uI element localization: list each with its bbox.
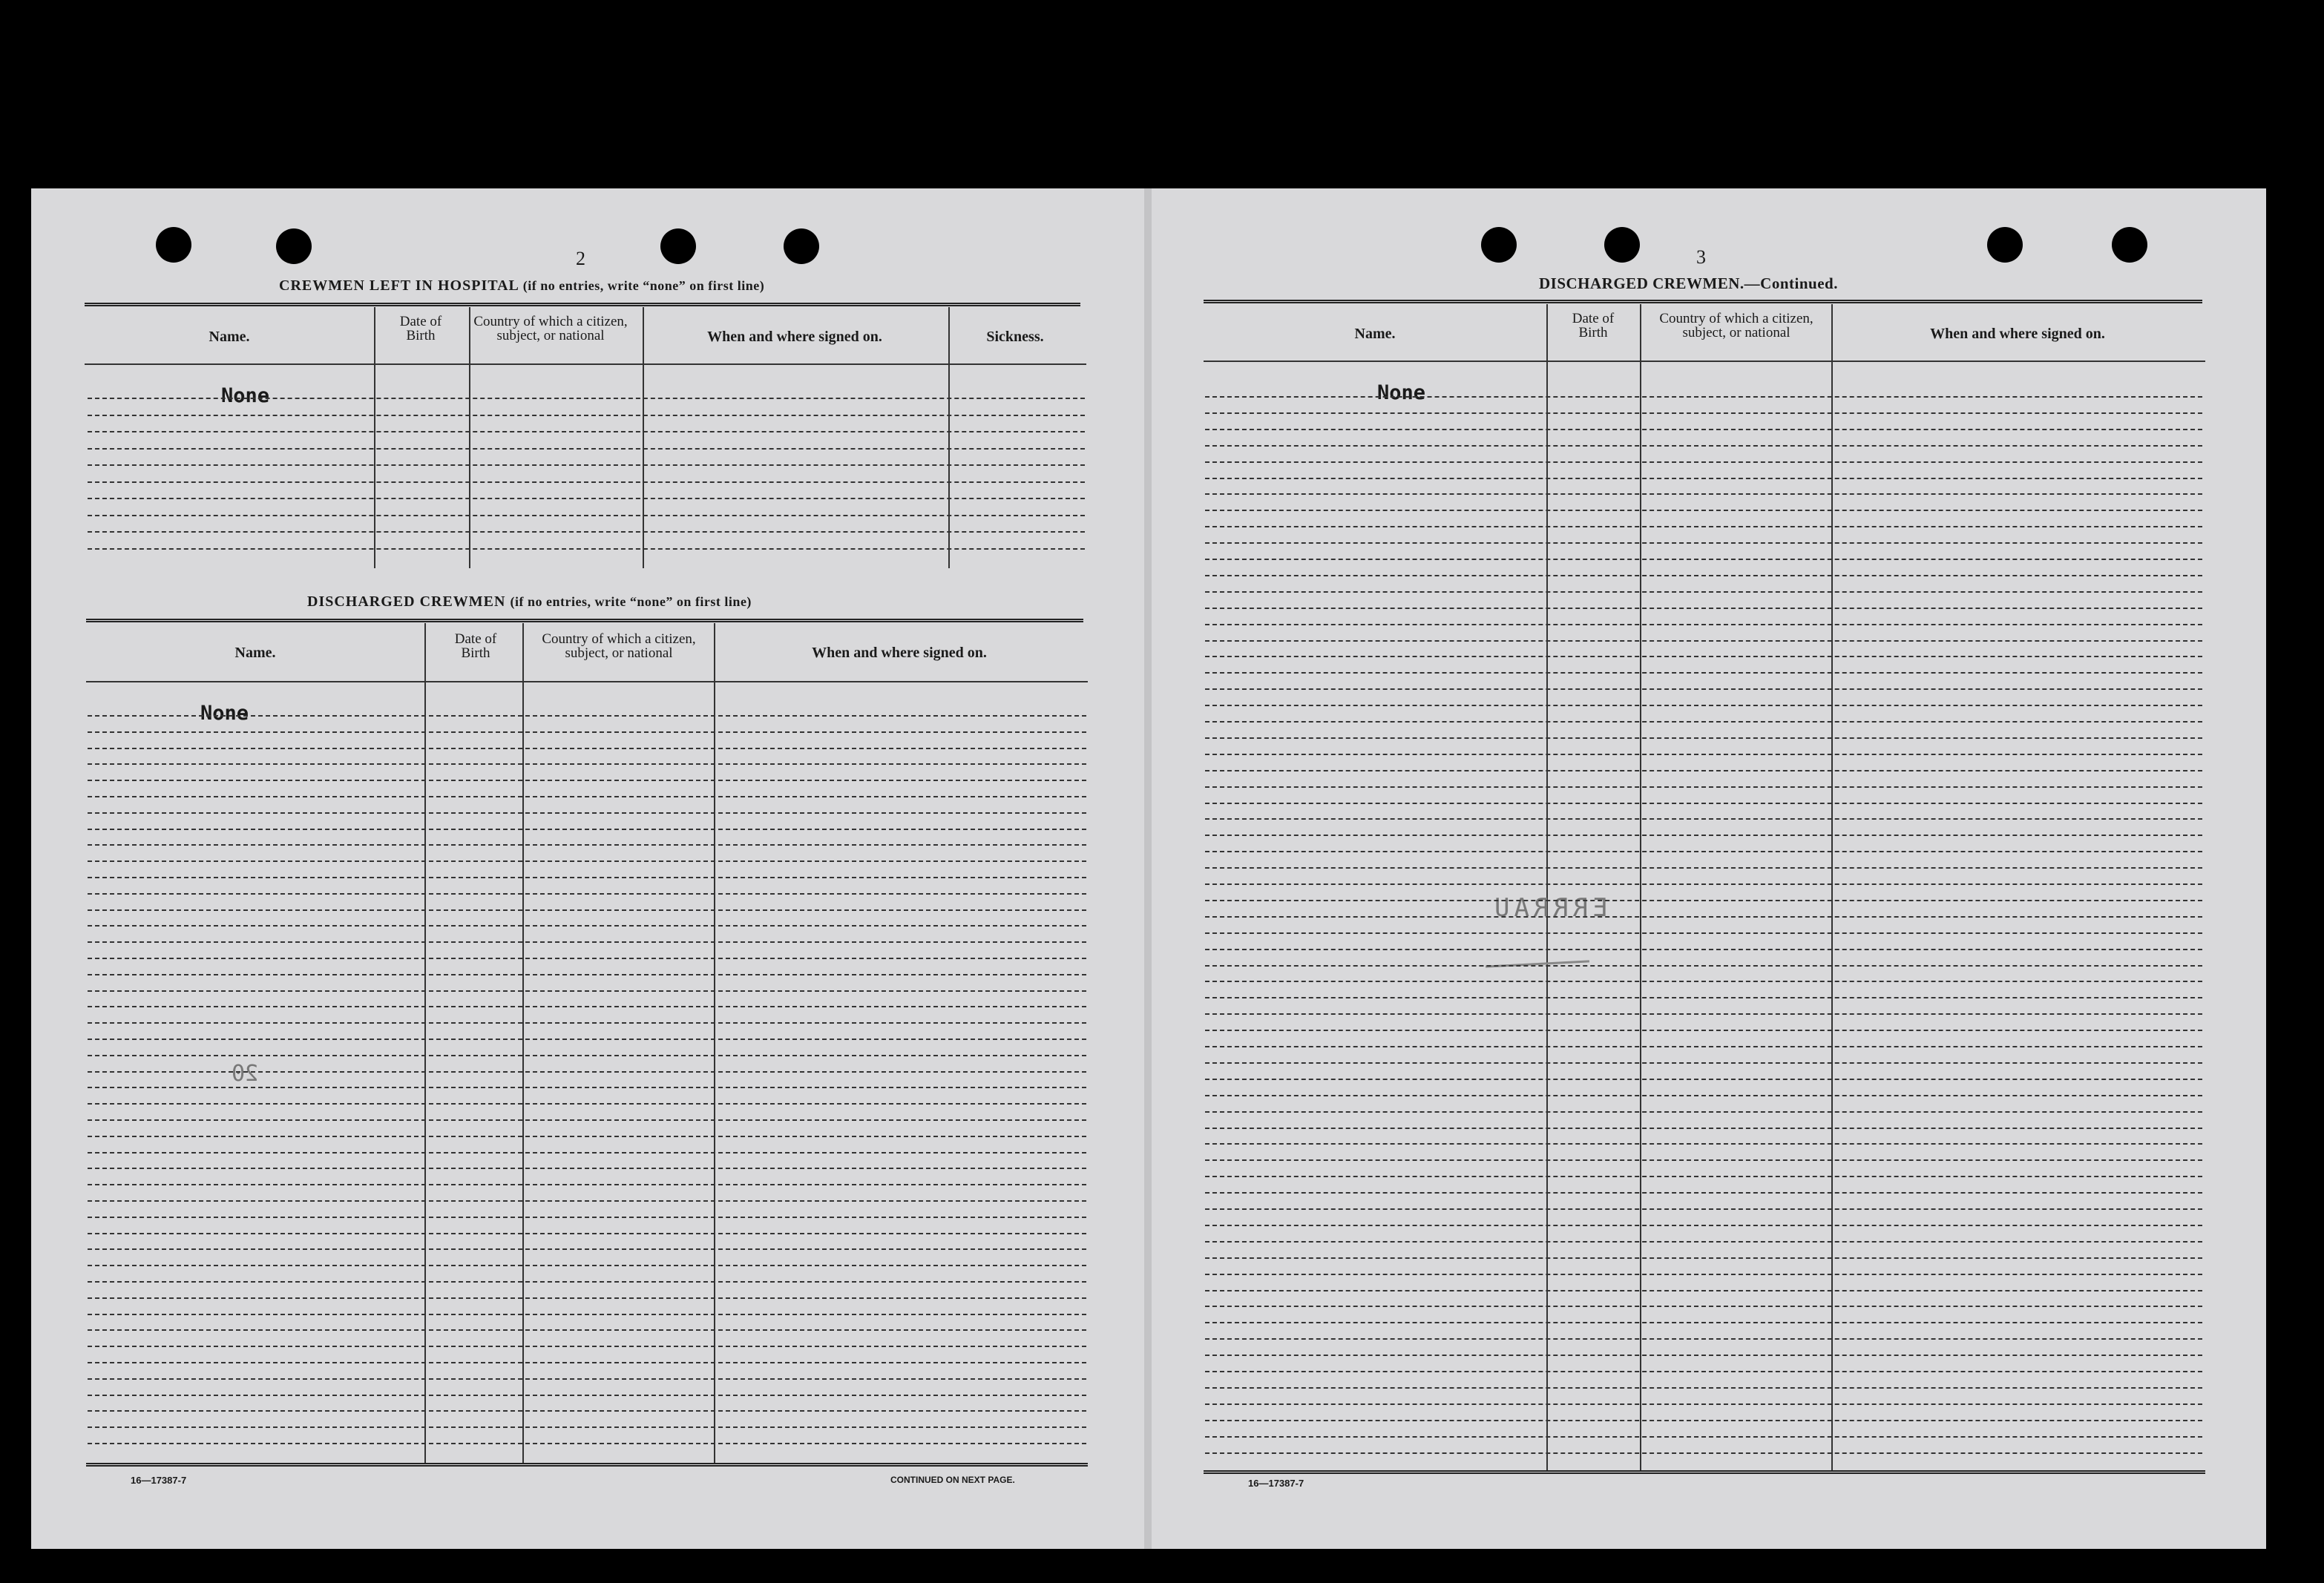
entry-line <box>1205 1095 2202 1096</box>
entry-line <box>1205 1241 2202 1243</box>
page-number: 3 <box>1696 246 1706 268</box>
entry-line <box>88 1378 1086 1380</box>
continued-section-title: DISCHARGED CREWMEN.—Continued. <box>1539 274 1838 292</box>
binder-hole <box>1987 227 2023 263</box>
entry-line <box>88 1119 1086 1121</box>
binder-hole <box>276 228 312 264</box>
page-fold <box>1144 188 1152 1549</box>
entry-line <box>88 1087 1086 1088</box>
entry-line <box>1205 1143 2202 1145</box>
entry-line <box>88 925 1086 927</box>
col-header-country: Country of which a citizen, subject, or national <box>1659 311 1813 340</box>
entry-line <box>88 431 1085 432</box>
entry-line <box>88 1006 1086 1007</box>
entry-line <box>1205 803 2202 804</box>
col-header-sickness: Sickness. <box>986 329 1044 345</box>
binder-hole <box>156 227 191 263</box>
entry-line <box>1205 867 2202 869</box>
column-divider <box>424 623 426 1464</box>
entry-line <box>1205 1128 2202 1129</box>
hospital-section-title <box>279 277 764 294</box>
table-top-rule <box>1204 300 2202 303</box>
entry-line <box>88 893 1086 895</box>
column-divider <box>522 623 524 1464</box>
col-header-date-of-birth: Date of Birth <box>454 631 497 661</box>
entry-line <box>1205 640 2202 642</box>
entry-line <box>1205 965 2202 967</box>
entry-line <box>88 1152 1086 1153</box>
header-underline <box>1204 361 2205 362</box>
entry-line <box>1205 1355 2202 1356</box>
entry-line <box>1205 656 2202 657</box>
entry-line <box>88 860 1086 862</box>
col-header-date-of-birth: Date of Birth <box>1572 311 1615 340</box>
entry-line <box>1205 591 2202 593</box>
entry-line <box>88 1410 1086 1412</box>
binder-hole <box>660 228 696 264</box>
col-header-date-of-birth: Date of Birth <box>399 314 442 343</box>
entry-line <box>88 1233 1086 1234</box>
entry-line <box>1205 932 2202 934</box>
entry-line <box>88 1055 1086 1056</box>
discharged-title-note: (if no entries, write “none” on first line) <box>510 594 752 609</box>
entry-line <box>88 780 1086 781</box>
entry-line <box>88 1200 1086 1202</box>
entry-line <box>1205 737 2202 739</box>
entry-line <box>1205 1338 2202 1340</box>
entry-line <box>1205 412 2202 414</box>
entry-line <box>1205 949 2202 950</box>
entry-line <box>1205 1452 2202 1454</box>
table-bottom-rule <box>86 1463 1088 1467</box>
entry-line <box>88 1168 1086 1169</box>
entry-line <box>88 1248 1086 1250</box>
entry-line <box>88 1217 1086 1218</box>
entry-line <box>88 877 1086 878</box>
entry-line <box>88 1265 1086 1266</box>
entry-line <box>1205 478 2202 479</box>
entry-line <box>88 415 1085 416</box>
entry-line <box>88 398 1085 399</box>
entry-line <box>88 1329 1086 1331</box>
entry-line <box>1205 1079 2202 1080</box>
entry-line <box>88 1395 1086 1396</box>
column-divider <box>1831 304 1833 1472</box>
binder-hole <box>1481 227 1517 263</box>
entry-line <box>88 481 1085 483</box>
col-header-country: Country of which a citizen, subject, or national <box>542 631 696 661</box>
entry-line <box>1205 981 2202 982</box>
entry-line <box>1205 1403 2202 1405</box>
entry-line <box>1205 721 2202 723</box>
entry-line <box>88 1314 1086 1315</box>
entry-line <box>88 909 1086 911</box>
hospital-first-entry: None <box>221 384 270 407</box>
column-divider <box>469 307 470 568</box>
entry-line <box>88 1297 1086 1299</box>
entry-line <box>88 796 1086 797</box>
entry-line <box>88 1103 1086 1105</box>
entry-line <box>1205 1387 2202 1389</box>
page-number: 2 <box>576 248 585 269</box>
entry-line <box>88 448 1085 450</box>
hospital-title-text: CREWMEN LEFT IN HOSPITAL <box>279 277 519 294</box>
form-number: 16—17387-7 <box>1248 1478 1304 1489</box>
entry-line <box>88 1022 1086 1024</box>
column-divider <box>948 307 950 568</box>
table-bottom-rule <box>1204 1470 2205 1474</box>
entry-line <box>88 548 1085 550</box>
entry-line <box>1205 1225 2202 1226</box>
entry-line <box>1205 1420 2202 1421</box>
entry-line <box>1205 1322 2202 1323</box>
entry-line <box>1205 1062 2202 1064</box>
entry-line <box>1205 1046 2202 1047</box>
entry-line <box>1205 997 2202 998</box>
table-top-rule <box>85 303 1080 306</box>
col-header-country: Country of which a citizen, subject, or national <box>473 314 628 343</box>
column-divider <box>714 623 715 1464</box>
column-divider <box>1640 304 1641 1472</box>
entry-line <box>1205 575 2202 576</box>
entry-line <box>88 812 1086 814</box>
entry-line <box>1205 1208 2202 1210</box>
continued-first-entry: None <box>1377 381 1426 404</box>
binder-hole <box>784 228 819 264</box>
entry-line <box>1205 559 2202 560</box>
entry-line <box>1205 1176 2202 1177</box>
entry-line <box>88 974 1086 975</box>
entry-line <box>1205 1274 2202 1275</box>
col-header-signed-on: When and where signed on. <box>707 329 882 345</box>
entry-line <box>1205 396 2202 398</box>
discharged-first-entry: None <box>200 702 249 725</box>
binder-hole <box>2112 227 2147 263</box>
entry-line <box>88 1071 1086 1073</box>
entry-line <box>88 1184 1086 1185</box>
entry-line <box>1205 883 2202 885</box>
entry-line <box>1205 1111 2202 1113</box>
header-underline <box>86 681 1088 682</box>
entry-line <box>88 531 1085 533</box>
column-divider <box>374 307 375 568</box>
entry-line <box>88 990 1086 992</box>
entry-line <box>88 715 1086 717</box>
entry-line <box>1205 835 2202 836</box>
entry-line <box>1205 916 2202 918</box>
entry-line <box>88 958 1086 959</box>
form-number: 16—17387-7 <box>131 1475 187 1486</box>
entry-line <box>1205 1159 2202 1161</box>
entry-line <box>88 498 1085 499</box>
entry-line <box>1205 542 2202 544</box>
entry-line <box>1205 672 2202 674</box>
entry-line <box>1205 705 2202 706</box>
entry-line <box>88 1039 1086 1040</box>
entry-line <box>1205 851 2202 852</box>
entry-line <box>1205 461 2202 463</box>
entry-line <box>1205 786 2202 788</box>
entry-line <box>1205 1436 2202 1438</box>
entry-line <box>1205 754 2202 755</box>
col-header-name: Name. <box>1354 326 1396 342</box>
entry-line <box>1205 770 2202 771</box>
entry-line <box>88 941 1086 943</box>
entry-line <box>88 464 1085 466</box>
entry-line <box>1205 493 2202 495</box>
faint-stamp-mark: ERRRAU <box>1490 893 1608 923</box>
col-header-signed-on: When and where signed on. <box>812 645 987 661</box>
column-divider <box>1546 304 1548 1472</box>
entry-line <box>1205 1030 2202 1031</box>
entry-line <box>88 731 1086 733</box>
entry-line <box>88 1443 1086 1444</box>
continued-note: CONTINUED ON NEXT PAGE. <box>890 1475 1015 1485</box>
entry-line <box>1205 624 2202 625</box>
col-header-signed-on: When and where signed on. <box>1930 326 2105 342</box>
entry-line <box>88 844 1086 846</box>
entry-line <box>1205 510 2202 511</box>
entry-line <box>88 748 1086 749</box>
col-header-name: Name. <box>209 329 250 345</box>
entry-line <box>1205 818 2202 820</box>
stamped-number: 20 <box>232 1061 259 1087</box>
binder-hole <box>1604 227 1640 263</box>
entry-line <box>88 763 1086 765</box>
entry-line <box>88 1346 1086 1347</box>
entry-line <box>88 829 1086 830</box>
hospital-title-note: (if no entries, write “none” on first line) <box>522 278 765 293</box>
faint-stroke <box>1486 960 1589 967</box>
entry-line <box>1205 445 2202 447</box>
entry-line <box>1205 429 2202 430</box>
entry-line <box>88 1136 1086 1137</box>
entry-line <box>1205 1192 2202 1194</box>
col-header-name: Name. <box>234 645 276 661</box>
entry-line <box>88 1426 1086 1428</box>
entry-line <box>88 1281 1086 1283</box>
entry-line <box>1205 1013 2202 1015</box>
entry-line <box>1205 688 2202 690</box>
document-sheet <box>31 188 2266 1549</box>
column-divider <box>643 307 644 568</box>
discharged-section-title <box>307 593 752 611</box>
entry-line <box>1205 1306 2202 1307</box>
header-underline <box>85 363 1086 365</box>
entry-line <box>1205 900 2202 901</box>
entry-line <box>1205 526 2202 527</box>
entry-line <box>88 515 1085 516</box>
table-top-rule <box>86 619 1083 622</box>
entry-line <box>1205 1257 2202 1259</box>
entry-line <box>1205 1371 2202 1372</box>
entry-line <box>1205 608 2202 609</box>
discharged-title-text: DISCHARGED CREWMEN <box>307 593 506 610</box>
entry-line <box>88 1362 1086 1363</box>
entry-line <box>1205 1290 2202 1291</box>
